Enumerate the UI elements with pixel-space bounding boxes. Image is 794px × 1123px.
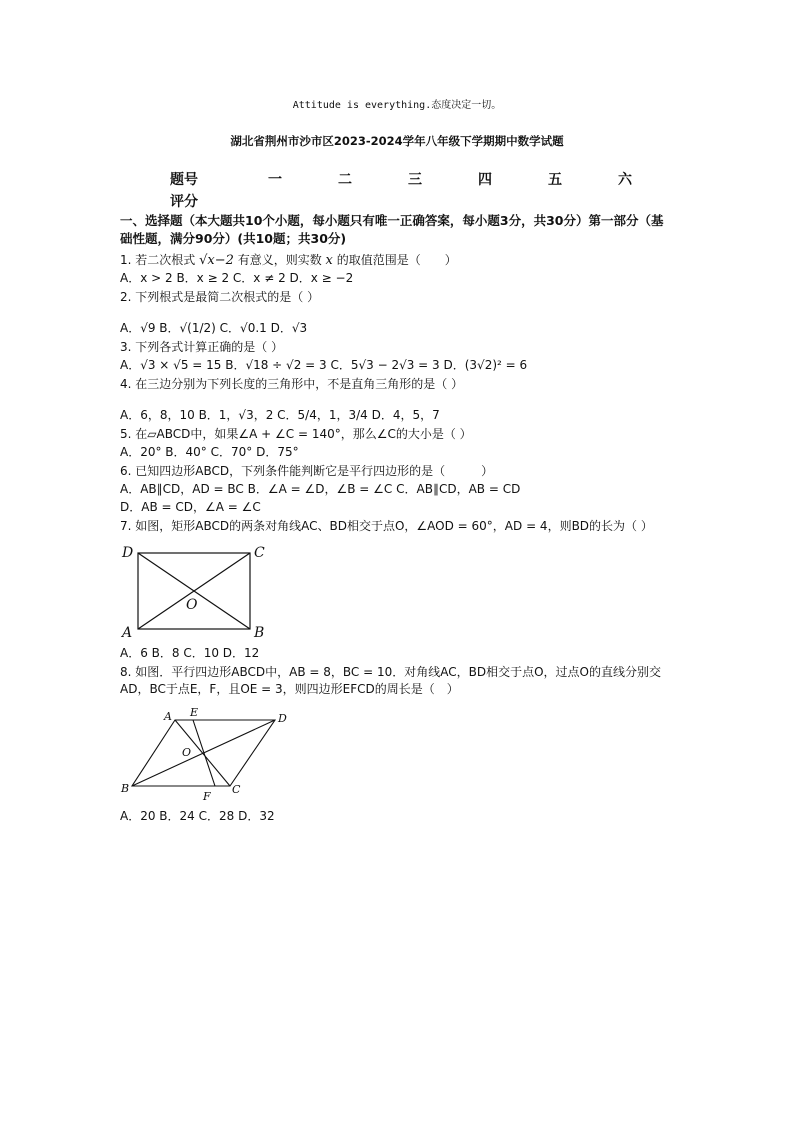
question-3: 3. 下列各式计算正确的是（ ）: [120, 340, 284, 354]
score-col-6: 六: [618, 172, 632, 188]
q7-label-a: A: [122, 625, 133, 641]
score-label-score: 评分: [170, 194, 198, 210]
section-heading: 一、选择题（本大题共10个小题，每小题只有唯一正确答案，每小题3分，共30分）第一部分（基础性题，满分90分）(共10题；共30分): [120, 213, 664, 246]
q7-label-c: C: [254, 545, 265, 561]
question-2: 2. 下列根式是最简二次根式的是（ ）: [120, 290, 320, 304]
question-4: 4. 在三边分别为下列长度的三角形中，不是直角三角形的是（ ）: [120, 377, 464, 391]
score-col-1: 一: [268, 172, 282, 188]
score-col-5: 五: [548, 172, 562, 188]
score-table: [170, 168, 660, 212]
q6-options-line2: D．AB = CD，∠A = ∠C: [120, 500, 261, 514]
score-col-3: 三: [408, 172, 422, 188]
score-col-4: 四: [478, 172, 492, 188]
score-label-question: 题号: [170, 172, 198, 188]
q8-label-b: B: [121, 782, 130, 795]
page-title: 湖北省荆州市沙市区2023-2024学年八年级下学期期中数学试题: [230, 134, 564, 148]
q3-options: A．√3 × √5 = 15 B．√18 ÷ √2 = 3 C．5√3 − 2√3 = 3 D．(3√2)² = 6: [120, 358, 528, 372]
q4-options: A．6，8，10 B．1，√3，2 C．5/4，1，3/4 D．4，5，7: [120, 408, 440, 422]
q1-variable: x: [325, 253, 333, 268]
question-6: 6. 已知四边形ABCD，下列条件能判断它是平行四边形的是（ ）: [120, 464, 494, 478]
q8-label-d: D: [278, 712, 287, 725]
page-header: Attitude is everything.态度决定一切。: [292, 100, 502, 111]
q7-label-b: B: [254, 625, 265, 641]
q8-label-a: A: [164, 710, 172, 723]
q7-label-d: D: [122, 545, 134, 561]
q8-label-f: F: [203, 790, 211, 803]
q1-stem-c: 的取值范围是（ ）: [336, 253, 457, 267]
question-8: 8. 如图．平行四边形ABCD中，AB = 8，BC = 10．对角线AC，BD相交于点O，过点O的直线分别交AD，BC于点E，F，且OE = 3，则四边形EFCD的周长是（ ）: [120, 665, 661, 696]
score-row-score: [170, 190, 660, 212]
q6-options-line1: A．AB∥CD，AD = BC B．∠A = ∠D，∠B = ∠C C．AB∥CD，AB = CD: [120, 482, 521, 496]
q8-options: A．20 B．24 C．28 D．32: [120, 809, 275, 823]
q5-options: A．20° B．40° C．70° D．75°: [120, 445, 299, 459]
q7-options: A．6 B．8 C．10 D．12: [120, 646, 260, 660]
q8-label-o: O: [182, 746, 192, 759]
q8-label-e: E: [190, 706, 199, 719]
score-row-header: [170, 168, 660, 190]
q7-rectangle-figure: [120, 541, 280, 641]
question-5: 5. 在▱ABCD中，如果∠A + ∠C = 140°，那么∠C的大小是（ ）: [120, 427, 472, 441]
score-col-2: 二: [338, 172, 352, 188]
q7-label-o: O: [186, 597, 198, 613]
q8-parallelogram-figure: [120, 704, 295, 804]
q8-label-c: C: [232, 783, 241, 796]
q1-options: A．x > 2 B．x ≥ 2 C．x ≠ 2 D．x ≥ −2: [120, 271, 354, 285]
q1-stem-a: 1. 若二次根式: [120, 253, 196, 267]
q1-expression: √x−2: [199, 253, 234, 268]
q2-options: A．√9 B．√(1/2) C．√0.1 D．√3: [120, 321, 308, 335]
question-list: [120, 212, 675, 825]
question-7: 7. 如图，矩形ABCD的两条对角线AC、BD相交于点O，∠AOD = 60°，AD = 4，则BD的长为（ ）: [120, 519, 653, 533]
question-1: [120, 252, 675, 269]
q1-stem-b: 有意义，则实数: [237, 253, 322, 267]
